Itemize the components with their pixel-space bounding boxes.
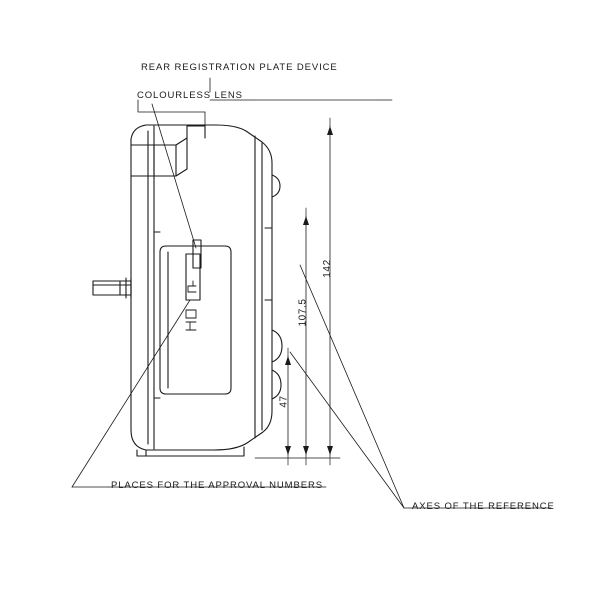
side-clip-details [265,175,282,399]
dimension-arrowheads [285,126,333,455]
cable-entry-stud [93,278,131,298]
dimension-value-107-5: 107.5 [297,298,309,327]
dimension-value-47: 47 [278,395,290,408]
lamp-base-rim [137,447,244,456]
label-colourless-lens: COLOURLESS LENS [137,90,243,101]
dimension-extension-lines [210,100,392,465]
lamp-inner-contour [148,126,262,449]
approval-marks [186,281,196,330]
label-places-for-approval-numbers: PLACES FOR THE APPROVAL NUMBERS [111,480,323,491]
label-axes-of-the-reference: AXES OF THE REFERENCE [412,501,555,512]
lamp-body-outline [131,125,272,450]
label-rear-registration-plate-device: REAR REGISTRATION PLATE DEVICE [141,62,338,73]
leader-lines [72,78,409,508]
colourless-lens-area [154,232,201,398]
dimension-value-142: 142 [321,259,333,278]
dimension-lines [288,126,330,455]
upper-bracket-detail [131,126,205,176]
